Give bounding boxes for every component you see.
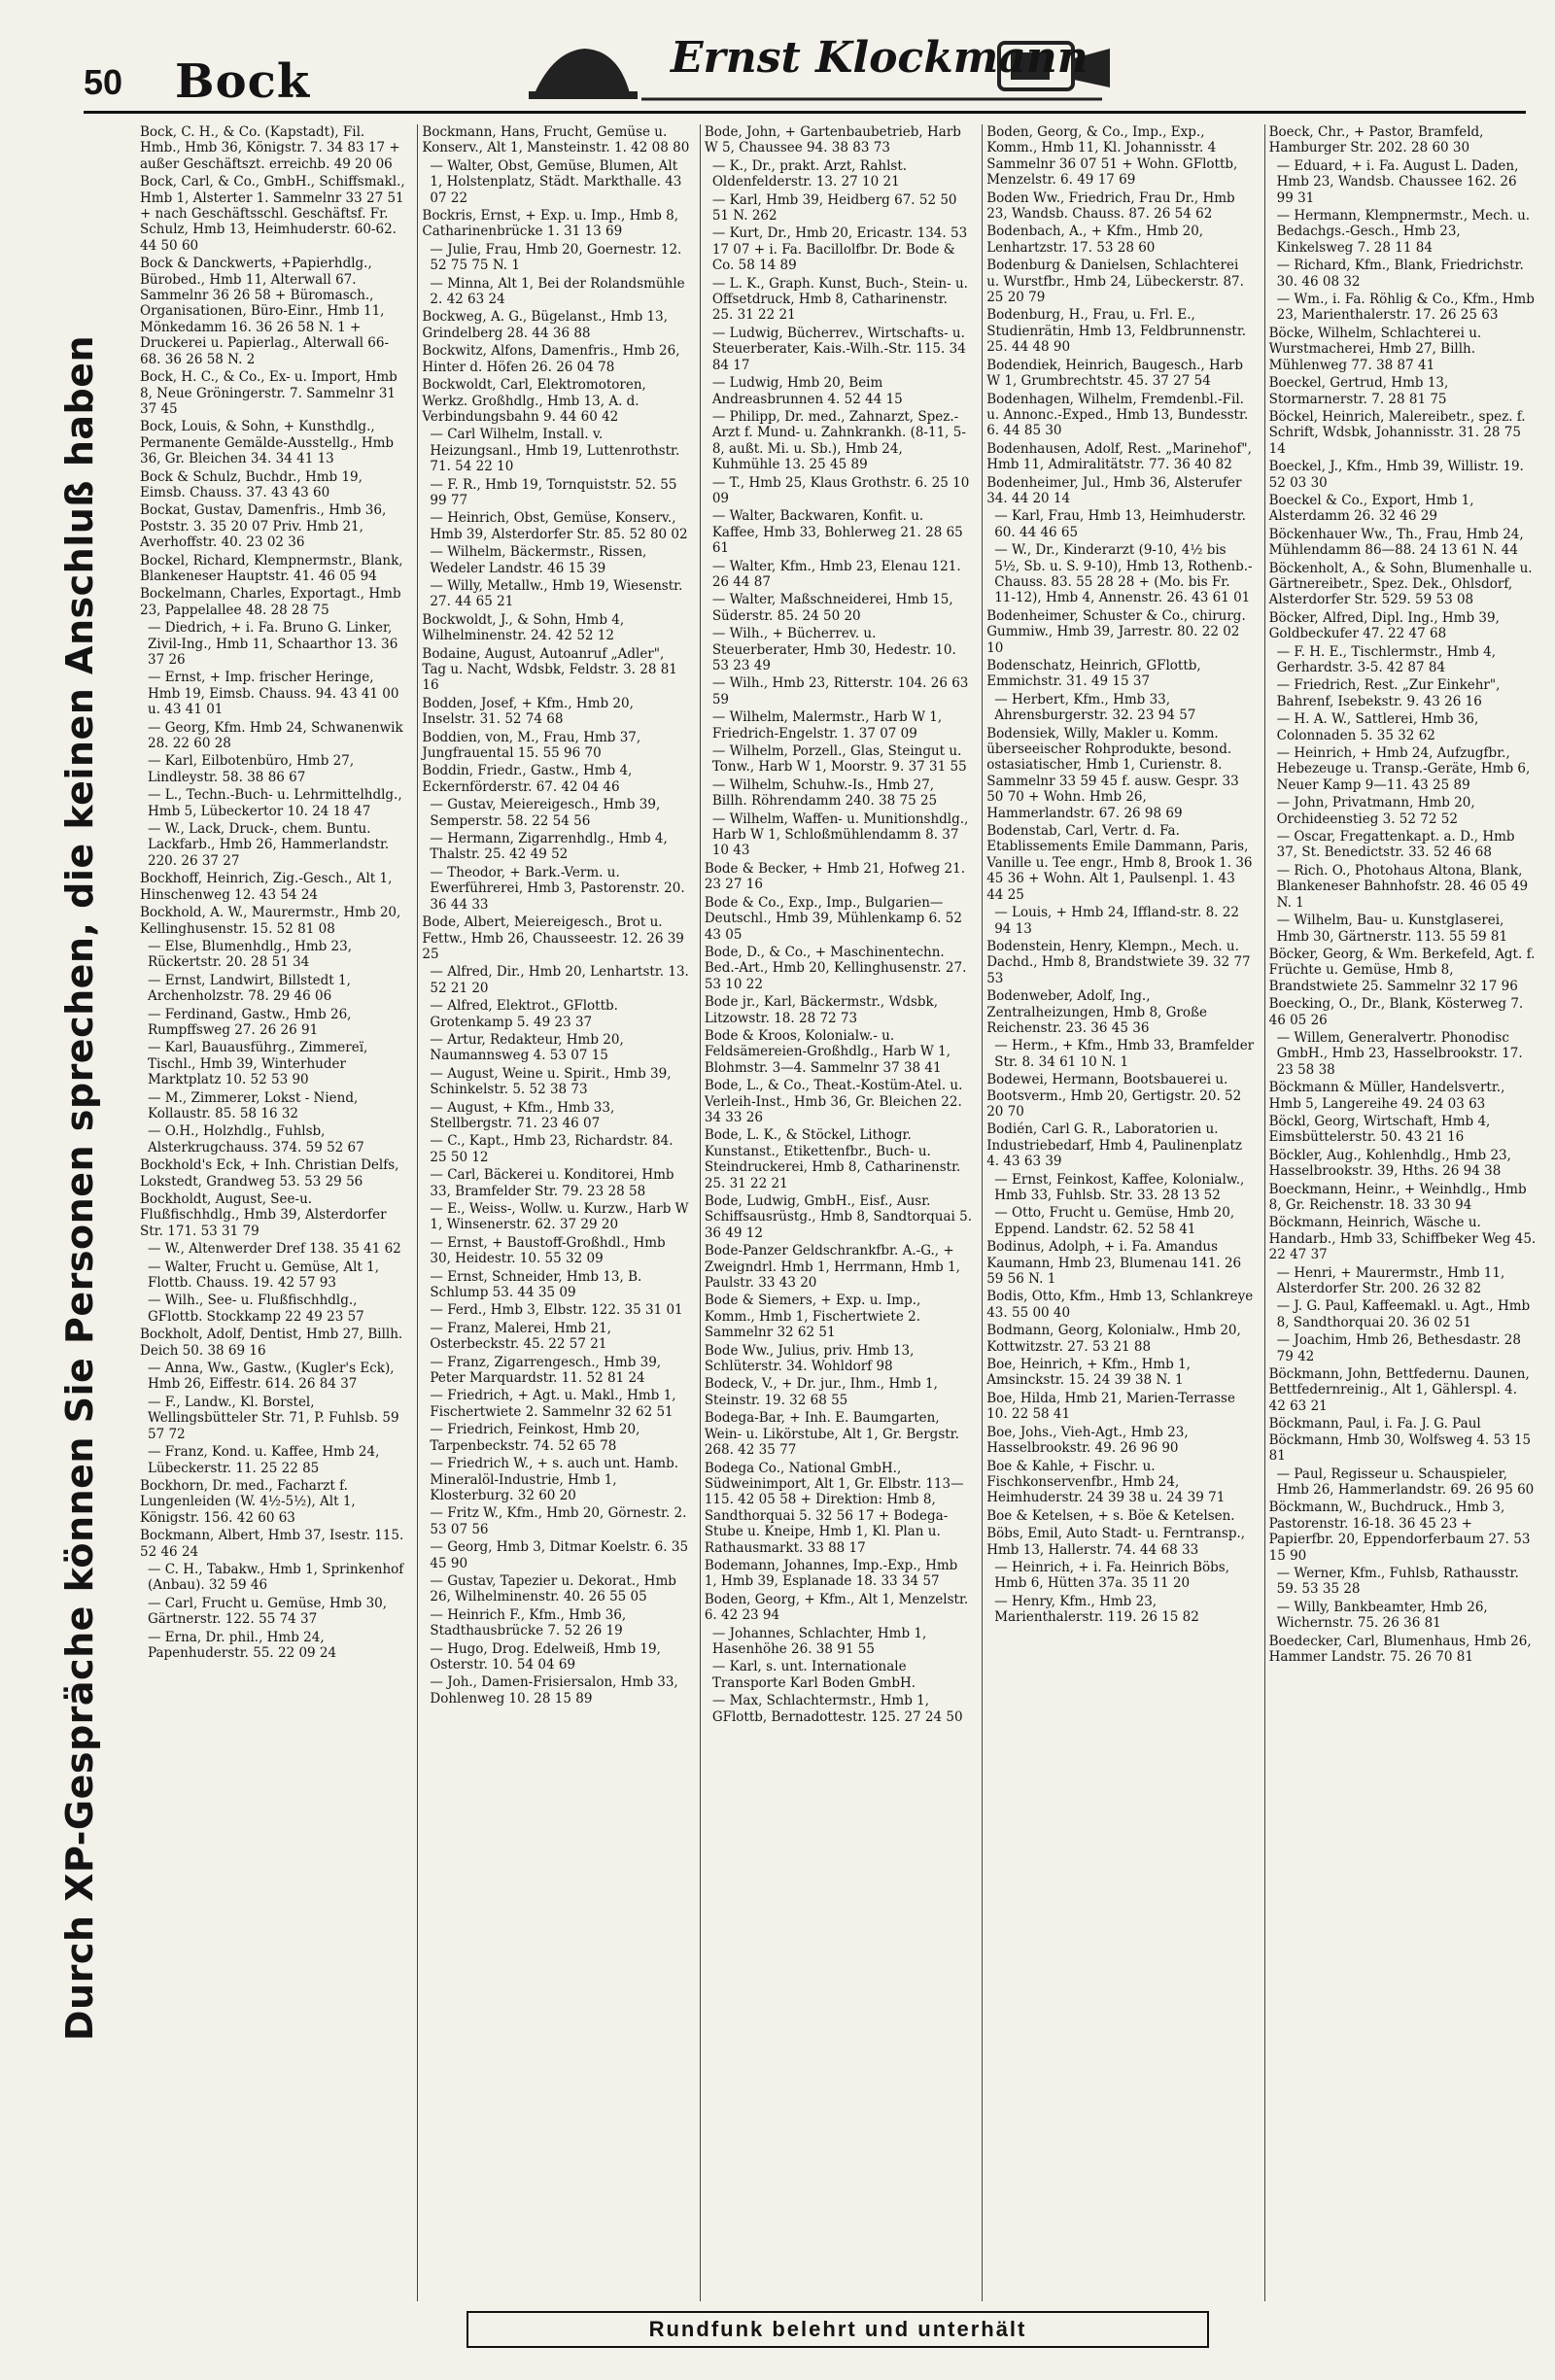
directory-entry: — August, Weine u. Spirit., Hmb 39, Schinkelstr. 5. 52 38 73 (430, 1065, 672, 1098)
directory-entry: — L., Techn.-Buch- u. Lehrmittelhdlg., Hmb 5, Lübeckertor 10. 24 18 47 (148, 787, 402, 819)
directory-entry: Boe, Heinrich, + Kfm., Hmb 1, Amsinckstr. 15. 24 39 38 N. 1 (986, 1357, 1191, 1389)
directory-entry: — Carl, Bäckerei u. Konditorei, Hmb 33, Bramfelder Str. 79. 23 28 58 (430, 1167, 674, 1199)
directory-entry: Boden Ww., Friedrich, Frau Dr., Hmb 23, Wandsb. Chauss. 87. 26 54 62 (986, 190, 1235, 223)
directory-entry: Boddin, Friedr., Gastw., Hmb 4, Eckernförderstr. 67. 42 04 46 (422, 763, 633, 795)
directory-entry: Bodensiek, Willy, Makler u. Komm. überseeischer Rohprodukte, besond. ostasiatischer, Hmb 1, Curienstr. 8. Sammelnr 33 59 45 f. ausw. Gespr. 33 50 70 + Wohn. Hmb 26, Hammerlandstr. 67. 26 98 69 (986, 725, 1239, 821)
directory-entry: Bodenburg, H., Frau, u. Frl. E., Studienrätin, Hmb 13, Feldbrunnenstr. 25. 44 48 90 (986, 307, 1247, 356)
directory-entry: — Johannes, Schlachter, Hmb 1, Hasenhöhe 26. 38 91 55 (711, 1625, 927, 1657)
directory-entry: Boedecker, Carl, Blumenhaus, Hmb 26, Hammer Landstr. 75. 26 70 81 (1268, 1633, 1532, 1665)
directory-entry: Boe & Kahle, + Fischr. u. Fischkonservenfbr., Hmb 24, Heimhuderstr. 24 39 38 u. 24 39 71 (986, 1458, 1226, 1506)
directory-entry: Boe & Ketelsen, + s. Böe & Ketelsen. (986, 1507, 1235, 1524)
directory-entry: Bode, L., & Co., Theat.-Kostüm-Atel. u. Verleih-Inst., Hmb 36, Gr. Bleichen 22. 34 33 26 (704, 1078, 963, 1125)
directory-entry: — C., Kapt., Hmb 23, Richardstr. 84. 25 50 12 (430, 1133, 674, 1165)
directory-entry: Boddien, von, M., Frau, Hmb 37, Jungfrauental 15. 55 96 70 (422, 729, 641, 762)
directory-entry: — Ernst, Schneider, Hmb 13, B. Schlump 53. 44 35 09 (430, 1268, 642, 1301)
directory-entry: Bockelmann, Charles, Exportagt., Hmb 23, Pappelallee 48. 28 28 75 (140, 586, 401, 618)
directory-entry: — Heinrich F., Kfm., Hmb 36, Stadthausbrücke 7. 52 26 19 (430, 1606, 627, 1639)
directory-entry: Bockhorn, Dr. med., Facharzt f. Lungenleiden (W. 4½-5½), Alt 1, Königstr. 156. 42 60 63 (140, 1477, 356, 1526)
column-2 (417, 124, 693, 2301)
directory-entry: Boe, Johs., Vieh-Agt., Hmb 23, Hasselbrookstr. 49. 26 96 90 (986, 1424, 1189, 1457)
directory-entry: — Karl, Hmb 39, Heidberg 67. 52 50 51 N. 262 (711, 191, 957, 224)
directory-entry: — K., Dr., prakt. Arzt, Rahlst. Oldenfelderstr. 13. 27 10 21 (711, 157, 908, 190)
directory-entry: — Walter, Obst, Gemüse, Blumen, Alt 1, Holstenplatz, Städt. Markthalle. 43 07 22 (430, 157, 682, 206)
directory-entry: — Wilh., Hmb 23, Ritterstr. 104. 26 63 59 (711, 675, 969, 707)
directory-entry: — Paul, Regisseur u. Schauspieler, Hmb 26, Hammerlandstr. 69. 26 95 60 (1276, 1466, 1535, 1498)
directory-entry: — Herbert, Kfm., Hmb 33, Ahrensburgerstr. 32. 23 94 57 (994, 691, 1196, 724)
brand-name: Ernst Klockmann (671, 33, 1088, 83)
directory-entry: Bodenschatz, Heinrich, GFlottb, Emmichstr. 31. 49 15 37 (986, 658, 1201, 690)
directory-entry: — Max, Schlachtermstr., Hmb 1, GFlottb, Bernadottestr. 125. 27 24 50 (711, 1693, 963, 1725)
directory-entry: — Theodor, + Bark.-Verm. u. Ewerführerei, Hmb 3, Pastorenstr. 20. 36 44 33 (430, 864, 685, 913)
directory-entry: Bodenburg & Danielsen, Schlachterei u. Wurstfbr., Hmb 24, Lübeckerstr. 87. 25 20 79 (986, 258, 1244, 306)
directory-entry: Bode & Becker, + Hmb 21, Hofweg 21. 23 27 16 (704, 860, 965, 893)
directory-entry: — John, Privatmann, Hmb 20, Orchideenstieg 3. 52 72 52 (1276, 795, 1475, 827)
directory-entry: — Hermann, Zigarrenhdlg., Hmb 4, Thalstr. 25. 42 49 52 (430, 831, 668, 863)
directory-entry: Bodinus, Adolph, + i. Fa. Amandus Kaumann, Hmb 23, Blumenau 141. 26 59 56 N. 1 (986, 1239, 1242, 1288)
directory-entry: Bockwitz, Alfons, Damenfris., Hmb 26, Hinter d. Höfen 26. 26 04 78 (422, 343, 680, 375)
directory-entry: Bockat, Gustav, Damenfris., Hmb 36, Poststr. 3. 35 20 07 Priv. Hmb 21, Averhoffstr. 40. 23 02 36 (140, 502, 387, 551)
directory-entry: Böckenhauer Ww., Th., Frau, Hmb 24, Mühlendamm 86—88. 24 13 61 N. 44 (1268, 526, 1524, 559)
directory-entry: Bock, Louis, & Sohn, + Kunsthdlg., Permanente Gemälde-Ausstellg., Hmb 36, Gr. Bleichen 34. 34 41 13 (140, 419, 395, 467)
directory-entry: — Walter, Backwaren, Konfit. u. Kaffee, Hmb 33, Bohlerweg 21. 28 65 61 (711, 508, 963, 557)
directory-entry: Bockweg, A. G., Bügelanst., Hmb 13, Grindelberg 28. 44 36 88 (422, 309, 668, 341)
directory-entry: Böckmann, John, Bettfedernu. Daunen, Bettfedernreinig., Alt 1, Gählerspl. 4. 42 63 21 (1268, 1366, 1530, 1414)
directory-entry: Bodenhagen, Wilhelm, Fremdenbl.-Fil. u. Annonc.-Exped., Hmb 13, Bundesstr. 6. 44 85 30 (986, 391, 1249, 439)
directory-entry: Boe, Hilda, Hmb 21, Marien-Terrasse 10. 22 58 41 (986, 1390, 1235, 1423)
directory-entry: — F., Landw., Kl. Borstel, Wellingsbütteler Str. 71, P. Fuhlsb. 59 57 72 (148, 1394, 399, 1442)
directory-entry: — Ludwig, Bücherrev., Wirtschafts- u. Steuerberater, Kais.-Wilh.-Str. 115. 34 84 17 (711, 325, 966, 373)
directory-entry: Bockhold, A. W., Maurermstr., Hmb 20, Kellinghusenstr. 15. 52 81 08 (140, 905, 401, 937)
directory-entry: — Ferd., Hmb 3, Elbstr. 122. 35 31 01 (430, 1302, 683, 1319)
directory-entry: Bockel, Richard, Klempnermstr., Blank, Blankeneser Hauptstr. 41. 46 05 94 (140, 552, 403, 584)
directory-entry: Böckenholt, A., & Sohn, Blumenhalle u. Gärtnereibetr., Spez. Dek., Ohlsdorf, Alsterdorfer Str. 529. 59 53 08 (1268, 560, 1533, 608)
directory-entry: Bode jr., Karl, Bäckermstr., Wdsbk, Litzowstr. 18. 28 72 73 (704, 994, 939, 1026)
column-5 (1264, 124, 1540, 2301)
directory-entry: Bodis, Otto, Kfm., Hmb 13, Schlankreye 43. 55 00 40 (986, 1289, 1254, 1321)
directory-entry: — Kurt, Dr., Hmb 20, Ericastr. 134. 53 17 07 + i. Fa. Bacillolfbr. Dr. Bode & Co. 58 14 89 (711, 225, 968, 274)
directory-columns (136, 124, 1540, 2301)
directory-entry: — August, + Kfm., Hmb 33, Stellbergstr. 71. 23 46 07 (430, 1099, 615, 1131)
directory-entry: — Karl, Bauausführg., Zimmereï, Tischl., Hmb 39, Winterhuder Marktplatz 10. 52 53 90 (148, 1040, 368, 1088)
directory-entry: — Anna, Ww., Gastw., (Kugler's Eck), Hmb 26, Eiffestr. 614. 26 84 37 (148, 1361, 395, 1393)
directory-entry: — Alfred, Dir., Hmb 20, Lenhartstr. 13. 52 21 20 (430, 964, 689, 996)
directory-entry: Bockwoldt, J., & Sohn, Hmb 4, Wilhelminenstr. 24. 42 52 12 (422, 611, 625, 644)
directory-entry: Bodién, Carl G. R., Laboratorien u. Industriebedarf, Hmb 4, Paulinenplatz 4. 43 63 39 (986, 1121, 1243, 1170)
directory-entry: — Wilhelm, Malermstr., Harb W 1, Friedrich-Engelstr. 1. 37 07 09 (711, 709, 943, 742)
directory-entry: — Karl, Frau, Hmb 13, Heimhuderstr. 60. 44 46 65 (994, 508, 1246, 540)
directory-entry: Bockholt, Adolf, Dentist, Hmb 27, Billh. Deich 50. 38 69 16 (140, 1327, 403, 1359)
directory-entry: — Friedrich, + Agt. u. Makl., Hmb 1, Fischertwiete 2. Sammelnr 32 62 51 (430, 1388, 676, 1420)
directory-entry: Bode, Ludwig, GmbH., Eisf., Ausr. Schiffsausrüstg., Hmb 8, Sandtorquai 5. 36 49 12 (704, 1193, 973, 1241)
directory-entry: Boeckel, Gertrud, Hmb 13, Stormarnerstr. 7. 28 81 75 (1268, 375, 1449, 407)
directory-entry: Bockris, Ernst, + Exp. u. Imp., Hmb 8, Catharinenbrücke 1. 31 13 69 (422, 208, 679, 240)
directory-entry: — Carl Wilhelm, Install. v. Heizungsanl., Hmb 19, Luttenrothstr. 71. 54 22 10 (430, 427, 680, 475)
directory-entry: Bodenheimer, Jul., Hmb 36, Alsterufer 34. 44 20 14 (986, 474, 1242, 506)
directory-entry: Böckel, Heinrich, Malereibetr., spez. f. Schrift, Wdsbk, Johannisstr. 31. 28 75 14 (1268, 408, 1526, 457)
directory-entry: — W., Altenwerder Dref 138. 35 41 62 (148, 1241, 401, 1258)
directory-entry: — F. R., Hmb 19, Tornquiststr. 52. 55 99 77 (430, 476, 677, 508)
directory-entry: — Franz, Malerei, Hmb 21, Osterbeckstr. 45. 22 57 21 (430, 1320, 611, 1353)
directory-entry: Böckl, Georg, Wirtschaft, Hmb 4, Eimsbüttelerstr. 50. 43 21 16 (1268, 1113, 1491, 1146)
directory-entry: — Wilhelm, Porzell., Glas, Steingut u. Tonw., Harb W 1, Moorstr. 9. 37 31 55 (711, 743, 967, 776)
directory-entry: — M., Zimmerer, Lokst - Niend, Kollaustr. 85. 58 16 32 (148, 1089, 359, 1121)
directory-entry: Bodendiek, Heinrich, Baugesch., Harb W 1, Grumbrechtstr. 45. 37 27 54 (986, 357, 1243, 390)
directory-entry: Böckmann, Paul, i. Fa. J. G. Paul Böckmann, Hmb 30, Wolfsweg 4. 53 15 81 (1268, 1416, 1532, 1465)
directory-entry: Bode Ww., Julius, priv. Hmb 13, Schlüterstr. 34. Wohldorf 98 (704, 1342, 915, 1375)
directory-entry: — Philipp, Dr. med., Zahnarzt, Spez.-Arzt f. Mund- u. Zahnkrankh. (8-11, 5-8, außt. Mi. u. Sb.), Hmb 24, Kuhmühle 13. 25 45 89 (711, 408, 966, 473)
directory-entry: — Walter, Maßschneiderei, Hmb 15, Süderstr. 85. 24 50 20 (711, 592, 953, 624)
directory-entry: — Rich. O., Photohaus Altona, Blank, Blankeneser Bahnhofstr. 28. 46 05 49 N. 1 (1276, 862, 1529, 911)
directory-entry: Bodega Co., National GmbH., Südweinimport, Alt 1, Gr. Elbstr. 113—115. 42 05 58 + Direktion: Hmb 8, Sandthorquai 5. 32 56 17 + Bodega-Stube u. Kneipe, Hmb 1, Kl. Plan u. Rathausmarkt. 33 88 17 (704, 1460, 964, 1556)
directory-entry: — Wilhelm, Schuhw.-Is., Hmb 27, Billh. Röhrendamm 240. 38 75 25 (711, 776, 938, 810)
directory-entry: — Gustav, Tapezier u. Dekorat., Hmb 26, Wilhelminenstr. 40. 26 55 05 (430, 1572, 676, 1605)
column-1 (136, 124, 411, 2301)
directory-entry: Bock, H. C., & Co., Ex- u. Import, Hmb 8, Neue Gröningerstr. 7. Sammelnr 31 37 45 (140, 369, 397, 417)
directory-entry: — Friedrich W., + s. auch unt. Hamb. Mineralöl-Industrie, Hmb 1, Klosterburg. 32 60 20 (430, 1456, 679, 1503)
side-advert-banner: Durch XP-Gespräche können Sie Personen sprechen, die keinen Anschluß haben (58, 334, 101, 2041)
directory-entry: Boden, Georg, & Co., Imp., Exp., Komm., Hmb 11, Kl. Johannisstr. 4 Sammelnr 36 07 51 + Wohn. GFlottb, Menzelstr. 6. 49 17 69 (986, 124, 1238, 189)
directory-entry: — Fritz W., Kfm., Hmb 20, Görnestr. 2. 53 07 56 (430, 1505, 687, 1537)
footer-advert: Rundfunk belehrt und unterhält (466, 2311, 1209, 2348)
directory-entry: — Ernst, + Imp. frischer Heringe, Hmb 19, Eimsb. Chauss. 94. 43 41 00 u. 43 41 01 (148, 670, 399, 718)
directory-entry: — Diedrich, + i. Fa. Bruno G. Linker, Zivil-Ing., Hmb 11, Schaarthor 13. 36 37 26 (148, 620, 398, 668)
directory-entry: — Wm., i. Fa. Röhlig & Co., Kfm., Hmb 23, Marienthalerstr. 17. 26 25 63 (1276, 292, 1535, 324)
directory-entry: — Wilh., + Bücherrev. u. Steuerberater, Hmb 30, Hedestr. 10. 53 23 49 (711, 626, 956, 673)
directory-entry: Böcke, Wilhelm, Schlachterei u. Wurstmacherei, Hmb 27, Billh. Mühlenweg 77. 38 87 41 (1268, 325, 1482, 373)
directory-entry: — Friedrich, Rest. „Zur Einkehr", Bahrenf, Isebekstr. 9. 43 26 16 (1276, 677, 1501, 709)
directory-entry: — Eduard, + i. Fa. August L. Daden, Hmb 23, Wandsb. Chaussee 162. 26 99 31 (1276, 157, 1519, 206)
directory-entry: — Otto, Frucht u. Gemüse, Hmb 20, Eppend. Landstr. 62. 52 58 41 (994, 1205, 1235, 1237)
directory-entry: — Wilhelm, Bäckermstr., Rissen, Wedeler Landstr. 46 15 39 (430, 544, 647, 576)
directory-entry: Boeckmann, Heinr., + Weinhdlg., Hmb 8, Gr. Reichenstr. 18. 33 30 94 (1268, 1181, 1527, 1213)
directory-entry: Bockhoff, Heinrich, Zig.-Gesch., Alt 1, Hinschenweg 12. 43 54 24 (140, 871, 393, 903)
directory-entry: — Willy, Metallw., Hmb 19, Wiesenstr. 27. 44 65 21 (430, 577, 683, 610)
directory-entry: Böcker, Alfred, Dipl. Ing., Hmb 39, Goldbeckufer 47. 22 47 68 (1268, 609, 1500, 642)
directory-entry: Boeck, Chr., + Pastor, Bramfeld, Hamburger Str. 202. 28 60 30 (1268, 124, 1484, 156)
directory-entry: — H. A. W., Sattlerei, Hmb 36, Colonnaden 5. 35 32 62 (1276, 711, 1479, 743)
directory-entry: Bode, D., & Co., + Maschinentechn. Bed.-Art., Hmb 20, Kellinghusenstr. 27. 53 10 22 (704, 944, 967, 992)
directory-entry: Bodenstein, Henry, Klempn., Mech. u. Dachd., Hmb 8, Brandstwiete 39. 32 77 53 (986, 938, 1251, 986)
directory-entry: — Julie, Frau, Hmb 20, Goernestr. 12. 52 75 75 N. 1 (430, 241, 682, 274)
directory-entry: Böcker, Georg, & Wm. Berkefeld, Agt. f. Früchte u. Gemüse, Hmb 8, Brandstwiete 25. Sammelnr 32 17 96 (1268, 946, 1536, 994)
directory-entry: — Richard, Kfm., Blank, Friedrichstr. 30. 46 08 32 (1276, 258, 1524, 290)
directory-entry: Bodmann, Georg, Kolonialw., Hmb 20, Kottwitzstr. 27. 53 21 88 (986, 1323, 1241, 1355)
directory-entry: Bodenweber, Adolf, Ing., Zentralheizungen, Hmb 8, Große Reichenstr. 23. 36 45 36 (986, 988, 1207, 1036)
directory-entry: Bodeck, V., + Dr. jur., Ihm., Hmb 1, Steinstr. 19. 32 68 55 (704, 1376, 938, 1408)
column-4 (982, 124, 1258, 2301)
directory-entry: — Louis, + Hmb 24, Iffland-str. 8. 22 94 13 (994, 905, 1239, 937)
directory-entry: Boeckel & Co., Export, Hmb 1, Alsterdamm 26. 32 46 29 (1268, 492, 1474, 525)
directory-entry: Bode, Albert, Meiereigesch., Brot u. Fettw., Hmb 26, Chausseestr. 12. 26 39 25 (422, 914, 684, 962)
directory-entry: — Franz, Kond. u. Kaffee, Hmb 24, Lübeckerstr. 11. 25 22 85 (148, 1444, 380, 1476)
directory-entry: — Joh., Damen-Frisiersalon, Hmb 33, Dohlenweg 10. 28 15 89 (430, 1674, 678, 1707)
page-number: 50 (84, 62, 123, 102)
directory-entry: — Heinrich, + Hmb 24, Aufzugfbr., Hebezeuge u. Transp.-Geräte, Hmb 6, Neuer Kamp 9—11. 43 25 89 (1276, 745, 1531, 793)
directory-entry: Bodemann, Johannes, Imp.-Exp., Hmb 1, Hmb 39, Esplanade 18. 33 34 57 (704, 1557, 958, 1590)
directory-entry: — Wilhelm, Waffen- u. Munitionshdlg., Harb W 1, Schloßmühlendamm 8. 37 10 43 (711, 811, 969, 859)
directory-entry: — Henri, + Maurermstr., Hmb 11, Alsterdorfer Str. 200. 26 32 82 (1276, 1264, 1505, 1297)
directory-entry: Bockholdt, August, See-u. Flußfischhdlg., Hmb 39, Alsterdorfer Str. 171. 53 31 79 (140, 1191, 387, 1239)
directory-entry: — Wilhelm, Bau- u. Kunstglaserei, Hmb 30, Gärtnerstr. 113. 55 59 81 (1276, 913, 1508, 945)
directory-entry: Bodewei, Hermann, Bootsbauerei u. Bootsverm., Hmb 20, Gertigstr. 20. 52 20 70 (986, 1072, 1242, 1120)
column-3 (700, 124, 976, 2301)
directory-entry: Bodenstab, Carl, Vertr. d. Fa. Etablissements Emile Dammann, Paris, Vanille u. Tee engr., Hmb 8, Brook 1. 36 45 36 + Wohn. Alt 1, Paulsenpl. 1. 43 44 25 (986, 823, 1253, 903)
directory-entry: — Carl, Frucht u. Gemüse, Hmb 30, Gärtnerstr. 122. 55 74 37 (148, 1595, 388, 1628)
directory-entry: — Joachim, Hmb 26, Bethesdastr. 28 79 42 (1276, 1332, 1521, 1364)
directory-entry: Bodega-Bar, + Inh. E. Baumgarten, Wein- u. Likörstube, Alt 1, Gr. Bergstr. 268. 42 35 77 (704, 1410, 959, 1459)
directory-entry: — Ernst, Feinkost, Kaffee, Kolonialw., Hmb 33, Fuhlsb. Str. 33. 28 13 52 (994, 1171, 1245, 1203)
directory-entry: — O.H., Holzhdlg., Fuhlsb, Alsterkrugchauss. 374. 59 52 67 (148, 1123, 364, 1156)
directory-entry: — Willem, Generalvertr. Phonodisc GmbH., Hmb 23, Hasselbrookstr. 17. 23 58 38 (1276, 1029, 1523, 1078)
directory-entry: Bodden, Josef, + Kfm., Hmb 20, Inselstr. 31. 52 74 68 (422, 695, 634, 728)
directory-entry: — Karl, Eilbotenbüro, Hmb 27, Lindleystr. 58. 38 86 67 (148, 753, 355, 785)
directory-entry: Bock, C. H., & Co. (Kapstadt), Fil. Hmb., Hmb 36, Königstr. 7. 34 83 17 + außer Geschäftszt. erreichb. 49 20 06 (140, 124, 400, 172)
directory-entry: — Else, Blumenhdlg., Hmb 23, Rückertstr. 20. 28 51 34 (148, 938, 353, 971)
directory-entry: — Georg, Hmb 3, Ditmar Koelstr. 6. 35 45 90 (430, 1539, 689, 1571)
directory-entry: Böckmann & Müller, Handelsvertr., Hmb 5, Langereihe 49. 24 03 63 (1268, 1080, 1505, 1112)
directory-entry: — Werner, Kfm., Fuhlsb, Rathausstr. 59. 53 35 28 (1276, 1565, 1519, 1598)
directory-entry: Bodaine, August, Autoanruf „Adler", Tag u. Nacht, Wdsbk, Feldstr. 3. 28 81 16 (422, 645, 677, 694)
directory-entry: — Hermann, Klempnermstr., Mech. u. Bedachgs.-Gesch., Hmb 23, Kinkelsweg 7. 28 11 84 (1276, 208, 1531, 256)
directory-entry: — W., Dr., Kinderarzt (9-10, 4½ bis 5½, Sb. u. S. 9-10), Hmb 13, Rothenb.-Chauss. 83. 55 28 28 + (Mo. bis Fr. 11-12), Hmb 4, Annenstr. 26. 43 61 01 (994, 542, 1253, 606)
directory-entry: — C. H., Tabakw., Hmb 1, Sprinkenhof (Anbau). 32 59 46 (148, 1561, 404, 1594)
directory-entry: — Alfred, Elektrot., GFlottb. Grotenkamp 5. 49 23 37 (430, 998, 618, 1030)
directory-entry: Bock, Carl, & Co., GmbH., Schiffsmakl., Hmb 1, Alsterter 1. Sammelnr 33 27 51 + nach Geschäftsschl. Geschäftsf. Fr. Schulz, Hmb 13, Heimhuderstr. 60-62. 44 50 60 (140, 174, 405, 254)
directory-entry: Bockmann, Hans, Frucht, Gemüse u. Konserv., Alt 1, Mansteinstr. 1. 42 08 80 (422, 124, 690, 156)
directory-entry: Bockmann, Albert, Hmb 37, Isestr. 115. 52 46 24 (140, 1528, 404, 1560)
directory-entry: — Artur, Redakteur, Hmb 20, Naumannsweg 4. 53 07 15 (430, 1031, 624, 1064)
directory-entry: Bockwoldt, Carl, Elektromotoren, Werkz. Großhdlg., Hmb 13, A. d. Verbindungsbahn 9. 44 60 42 (422, 377, 646, 425)
directory-entry: — Willy, Bankbeamter, Hmb 26, Wichernstr. 75. 26 36 81 (1276, 1599, 1488, 1632)
directory-entry: Bock & Schulz, Buchdr., Hmb 19, Eimsb. Chauss. 37. 43 43 60 (140, 468, 363, 500)
directory-entry: Bode-Panzer Geldschrankfbr. A.-G., + Zweigndrl. Hmb 1, Herrmann, Hmb 1, Paulstr. 33 43 20 (704, 1243, 960, 1292)
directory-entry: — Gustav, Meiereigesch., Hmb 39, Semperstr. 58. 22 54 56 (430, 797, 661, 829)
directory-entry: — Heinrich, Obst, Gemüse, Konserv., Hmb 39, Alsterdorfer Str. 85. 52 80 02 (430, 510, 688, 542)
directory-entry: — Ferdinand, Gastw., Hmb 26, Rumpffsweg 27. 26 26 91 (148, 1006, 352, 1038)
directory-entry: Bode & Co., Exp., Imp., Bulgarien—Deutschl., Hmb 39, Mühlenkamp 6. 52 43 05 (704, 894, 962, 943)
directory-entry: — Erna, Dr. phil., Hmb 24, Papenhuderstr. 55. 22 09 24 (148, 1629, 337, 1661)
directory-entry: — Oscar, Fregattenkapt. a. D., Hmb 37, St. Benedictstr. 33. 52 46 68 (1276, 829, 1515, 861)
directory-entry: — Ernst, Landwirt, Billstedt 1, Archenholzstr. 78. 29 46 06 (148, 972, 351, 1005)
directory-entry: Bode, L. K., & Stöckel, Lithogr. Kunstanst., Etikettenfbr., Buch- u. Steindruckerei, Hmb 8, Catharinenstr. 25. 31 22 21 (704, 1127, 961, 1191)
directory-entry: Boecking, O., Dr., Blank, Kösterweg 7. 46 05 26 (1268, 996, 1524, 1028)
directory-entry: — L. K., Graph. Kunst, Buch-, Stein- u. Offsetdruck, Hmb 8, Catharinenstr. 25. 31 22 21 (711, 275, 968, 324)
directory-entry: Bockhold's Eck, + Inh. Christian Delfs, Lokstedt, Grandweg 53. 53 29 56 (140, 1157, 399, 1190)
directory-entry: — J. G. Paul, Kaffeemakl. u. Agt., Hmb 8, Sandthorquai 20. 36 02 51 (1276, 1298, 1531, 1330)
directory-entry: Bock & Danckwerts, +Papierhdlg., Bürobed., Hmb 11, Alterwall 67. Sammelnr 36 26 58 + Büromasch., Organisationen, Büro-Einr., Hmb 11, Mönkedamm 16. 36 26 58 N. 1 + Druckerei u. Papierlag., Alterwall 66-68. 36 26 58 N. 2 (140, 256, 390, 367)
directory-entry: — E., Weiss-, Wollw. u. Kurzw., Harb W 1, Winsenerstr. 62. 37 29 20 (430, 1201, 689, 1233)
directory-entry: Bodenheimer, Schuster & Co., chirurg. Gummiw., Hmb 39, Jarrestr. 80. 22 02 10 (986, 607, 1246, 656)
directory-entry: Böckler, Aug., Kohlenhdlg., Hmb 23, Hasselbrookstr. 39, Hths. 26 94 38 (1268, 1147, 1511, 1180)
directory-entry: — Georg, Kfm. Hmb 24, Schwanenwik 28. 22 60 28 (148, 719, 403, 752)
directory-entry: — Friedrich, Feinkost, Hmb 20, Tarpenbeckstr. 74. 52 65 78 (430, 1422, 640, 1454)
directory-entry: — W., Lack, Druck-, chem. Buntu. Lackfarb., Hmb 26, Hammerlandstr. 220. 26 37 27 (148, 821, 390, 869)
directory-entry: Böbs, Emil, Auto Stadt- u. Ferntransp., Hmb 13, Hallerstr. 74. 44 68 33 (986, 1526, 1246, 1558)
directory-entry: — Henry, Kfm., Hmb 23, Marienthalerstr. 119. 26 15 82 (994, 1593, 1199, 1626)
directory-entry: — Walter, Kfm., Hmb 23, Elenau 121. 26 44 87 (711, 558, 961, 590)
directory-entry: — Ludwig, Hmb 20, Beim Andreasbrunnen 4. 52 44 15 (711, 375, 903, 407)
directory-entry: — Herm., + Kfm., Hmb 33, Bramfelder Str. 8. 34 61 10 N. 1 (994, 1038, 1255, 1070)
directory-entry: — T., Hmb 25, Klaus Grothstr. 6. 25 10 09 (711, 474, 970, 506)
directory-entry: Böckmann, Heinrich, Wäsche u. Handarb., Hmb 33, Schiffbeker Weg 45. 22 47 37 (1268, 1215, 1537, 1263)
directory-entry: Bode, John, + Gartenbaubetrieb, Harb W 5, Chaussee 94. 38 83 73 (704, 124, 961, 156)
directory-entry: — Hugo, Drog. Edelweiß, Hmb 19, Osterstr. 10. 54 04 69 (430, 1640, 661, 1673)
directory-entry: — Walter, Frucht u. Gemüse, Alt 1, Flottb. Chauss. 19. 42 57 93 (148, 1259, 380, 1292)
directory-entry: Böckmann, W., Buchdruck., Hmb 3, Pastorenstr. 16-18. 36 45 23 + Papierfbr. 20, Eppendorferbaum 27. 53 15 90 (1268, 1500, 1531, 1564)
directory-entry: — Heinrich, + i. Fa. Heinrich Böbs, Hmb 6, Hütten 37a. 35 11 20 (994, 1559, 1229, 1592)
directory-entry: Bodenhausen, Adolf, Rest. „Marinehof", Hmb 11, Admiralitätstr. 77. 36 40 82 (986, 440, 1252, 473)
directory-entry: — Wilh., See- u. Flußfischhdlg., GFlottb. Stockkamp 22 49 23 57 (148, 1293, 364, 1325)
header-divider (84, 111, 1526, 114)
directory-entry: — Minna, Alt 1, Bei der Rolandsmühle 2. 42 63 24 (430, 275, 685, 308)
page-heading: Bock (175, 54, 311, 109)
directory-entry: — Franz, Zigarrengesch., Hmb 39, Peter Marquardstr. 11. 52 81 24 (430, 1354, 662, 1387)
directory-entry: — Karl, s. unt. Internationale Transporte Karl Boden GmbH. (711, 1659, 916, 1691)
directory-entry: Bode & Kroos, Kolonialw.- u. Feldsämereien-Großhdlg., Harb W 1, Blohmstr. 3—4. Sammelnr 37 38 41 (704, 1027, 950, 1076)
directory-entry: — F. H. E., Tischlermstr., Hmb 4, Gerhardstr. 3-5. 42 87 84 (1276, 643, 1496, 675)
directory-entry: Boden, Georg, + Kfm., Alt 1, Menzelstr. 6. 42 23 94 (704, 1591, 969, 1624)
directory-entry: — Ernst, + Baustoff-Großhdl., Hmb 30, Heidestr. 10. 55 32 09 (430, 1234, 666, 1267)
directory-entry: Boeckel, J., Kfm., Hmb 39, Willistr. 19. 52 03 30 (1268, 459, 1524, 491)
directory-entry: Bodenbach, A., + Kfm., Hmb 20, Lenhartzstr. 17. 53 28 60 (986, 224, 1204, 256)
directory-entry: Bode & Siemers, + Exp. u. Imp., Komm., Hmb 1, Fischertwiete 2. Sammelnr 32 62 51 (704, 1293, 921, 1341)
